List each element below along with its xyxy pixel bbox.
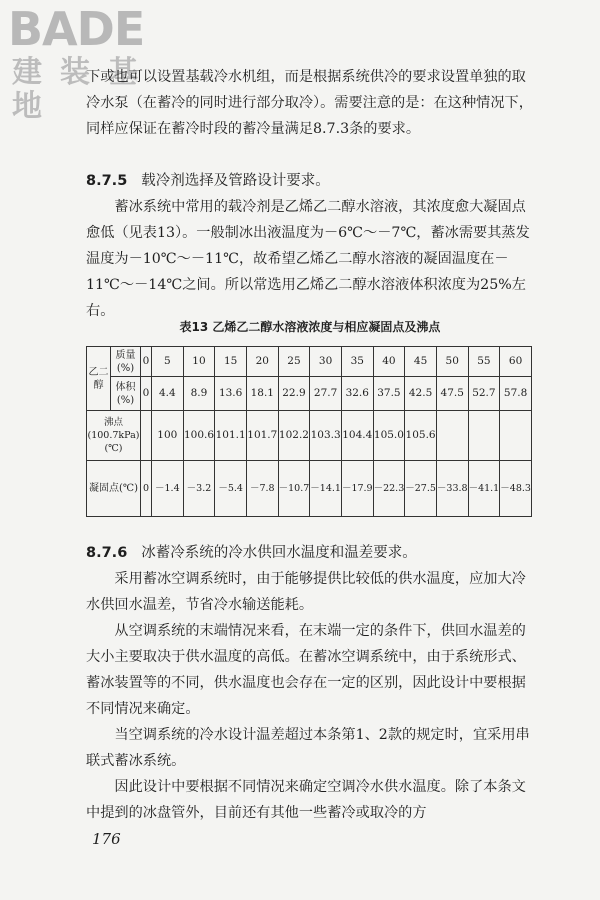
paragraph-continued: 下或也可以设置基载冷水机组，而是根据系统供冷的要求设置单独的取冷水泵（在蓄冷的同时进行部分取冷）。需要注意的是：在这种情况下，同样应保证在蓄冷时段的蓄冷量满足8.7.3条的要求。: [86, 69, 533, 137]
mass-value: 50: [436, 347, 468, 377]
volume-value: 37.5: [373, 377, 405, 411]
paragraph-coolant: 蓄冰系统中常用的载冷剂是乙烯乙二醇水溶液，其浓度愈大凝固点愈低（见表13）。一般制冰出液温度为－6℃～－7℃，蓄冰需要其蒸发温度为－10℃～－11℃，故希望乙烯乙二醇水溶液的凝固温度在－11℃～－14℃之间。所以常选用乙烯乙二醇水溶液体积浓度为25%左右。: [86, 199, 530, 319]
table-row: [87, 347, 532, 377]
freezing-point-value: －22.3: [373, 461, 405, 517]
mass-value: 35: [341, 347, 373, 377]
table-row: [87, 377, 532, 411]
mass-value: 0: [141, 347, 152, 377]
volume-value: 13.6: [215, 377, 247, 411]
paragraph-supply-temp: 采用蓄冰空调系统时，由于能够提供比较低的供水温度，应加大冷水供回水温差，节省冷水输送能耗。: [86, 571, 526, 613]
group-label: 乙二醇: [87, 347, 111, 411]
freezing-point-value: －27.5: [405, 461, 437, 517]
mass-value: 25: [278, 347, 310, 377]
volume-value: 47.5: [436, 377, 468, 411]
row-label-freezing-point: 凝固点(℃): [87, 461, 141, 517]
table-row: [87, 461, 532, 517]
page-number: 176: [92, 830, 121, 848]
mass-value: 60: [500, 347, 532, 377]
boiling-point-value: [500, 411, 532, 461]
logo-subtitle: 建装基地: [12, 55, 156, 124]
mass-value: 5: [152, 347, 184, 377]
section-heading-8-7-5: [86, 168, 330, 194]
freezing-point-value: －48.3: [500, 461, 532, 517]
freezing-point-value: －5.4: [215, 461, 247, 517]
paragraph-design: 因此设计中要根据不同情况来确定空调冷水供水温度。除了本条文中提到的冰盘管外，目前还有其他一些蓄冷或取冷的方: [86, 779, 526, 821]
volume-value: 22.9: [278, 377, 310, 411]
boiling-point-value: [436, 411, 468, 461]
section-number: 8.7.5: [86, 173, 128, 189]
mass-value: 20: [246, 347, 278, 377]
row-label-mass: 质量(%): [111, 347, 141, 377]
row-label-boiling-point: 沸点(100.7kPa)(℃): [87, 411, 141, 461]
freezing-point-value: －14.1: [310, 461, 342, 517]
section-number: 8.7.6: [86, 545, 128, 561]
logo-brand: BADE: [8, 2, 145, 56]
freezing-point-value: －33.8: [436, 461, 468, 517]
boiling-point-value: [141, 411, 152, 461]
boiling-point-value: 100: [152, 411, 184, 461]
mass-value: 55: [468, 347, 500, 377]
row-label-volume: 体积(%): [111, 377, 141, 411]
boiling-point-value: 102.2: [278, 411, 310, 461]
freezing-point-value: －1.4: [152, 461, 184, 517]
volume-value: 8.9: [183, 377, 215, 411]
volume-value: 32.6: [341, 377, 373, 411]
mass-value: 40: [373, 347, 405, 377]
paragraph-terminal: 从空调系统的末端情况来看，在末端一定的条件下，供回水温差的大小主要取决于供水温度的高低。在蓄冰空调系统中，由于系统形式、蓄冰装置等的不同，供水温度也会存在一定的区别，因此设计中要根据不同情况来确定。: [86, 623, 526, 717]
table-caption: 表13 乙烯乙二醇水溶液浓度与相应凝固点及沸点: [179, 320, 441, 334]
volume-value: 52.7: [468, 377, 500, 411]
freezing-point-value: －3.2: [183, 461, 215, 517]
volume-value: 4.4: [152, 377, 184, 411]
paragraph-series-system: 当空调系统的冷水设计温差超过本条第1、2款的规定时，宜采用串联式蓄冰系统。: [86, 727, 530, 769]
section-title: 载冷剂选择及管路设计要求。: [141, 173, 330, 189]
volume-value: 27.7: [310, 377, 342, 411]
boiling-point-value: 100.6: [183, 411, 215, 461]
boiling-point-value: 105.0: [373, 411, 405, 461]
glycol-table: [86, 346, 532, 517]
freezing-point-value: －7.8: [246, 461, 278, 517]
freezing-point-value: －10.7: [278, 461, 310, 517]
section-heading-8-7-6: [86, 540, 417, 566]
boiling-point-value: 103.3: [310, 411, 342, 461]
table-row: [87, 411, 532, 461]
volume-value: 42.5: [405, 377, 437, 411]
mass-value: 10: [183, 347, 215, 377]
section-title: 冰蓄冷系统的冷水供回水温度和温差要求。: [141, 545, 417, 561]
volume-value: 18.1: [246, 377, 278, 411]
mass-value: 45: [405, 347, 437, 377]
boiling-point-value: 105.6: [405, 411, 437, 461]
boiling-point-value: 101.1: [215, 411, 247, 461]
boiling-point-value: [468, 411, 500, 461]
freezing-point-value: 0: [141, 461, 152, 517]
mass-value: 15: [215, 347, 247, 377]
volume-value: 57.8: [500, 377, 532, 411]
volume-value: 0: [141, 377, 152, 411]
freezing-point-value: －17.9: [341, 461, 373, 517]
boiling-point-value: 104.4: [341, 411, 373, 461]
boiling-point-value: 101.7: [246, 411, 278, 461]
freezing-point-value: －41.1: [468, 461, 500, 517]
mass-value: 30: [310, 347, 342, 377]
